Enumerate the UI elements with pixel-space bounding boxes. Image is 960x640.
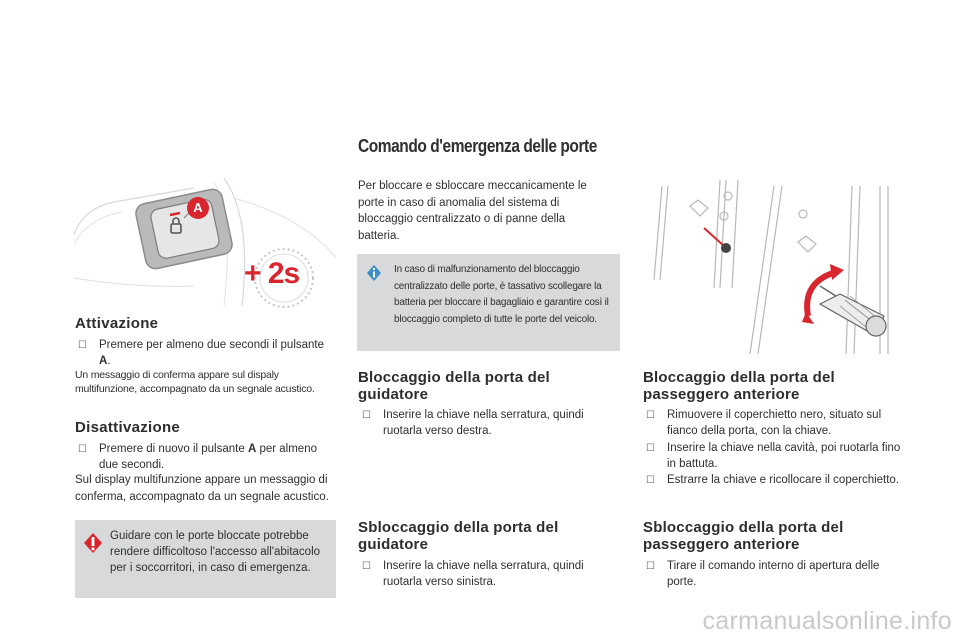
lock-passenger-bullet-3: ☐ Estrarre la chiave e ricollocare il coperchietto. <box>646 472 904 489</box>
intro-text: Per bloccare e sbloccare meccanicamente le porte in caso di anomalia del sistema di bloccaggio centralizzato o di panne della batteria. <box>358 180 587 242</box>
unlock-passenger-bullet: ☐ Tirare il comando interno di apertura delle porte. <box>646 560 880 588</box>
activation-heading: Attivazione <box>75 315 159 332</box>
lock-driver-bullet: ☐ Inserire la chiave nella serratura, quindi ruotarla verso destra. <box>362 409 584 437</box>
lock-passenger-bullet-1: ☐ Rimuovere il coperchietto nero, situato sul fianco della porta, con la chiave. <box>646 409 882 437</box>
lock-passenger-bullet-2: ☐ Inserire la chiave nella cavità, poi ruotarla fino in battuta. <box>646 442 901 470</box>
unlock-passenger-heading: Sbloccaggio della porta del passeggero anteriore <box>643 519 844 553</box>
checkbox-bullet-icon: ☐ <box>362 410 371 421</box>
button-a-callout: A <box>187 197 209 219</box>
info-text: In caso di malfunzionamento del bloccaggio centralizzato delle porte, è tassativo scollegare la batteria per bloccare il bagagliaio e garantire così il bloccaggio completo di tutte le porte del veicolo. <box>394 264 609 325</box>
checkbox-bullet-icon: ☐ <box>646 410 655 421</box>
info-icon <box>366 264 382 282</box>
unlock-driver-heading: Sbloccaggio della porta del guidatore <box>358 519 559 553</box>
checkbox-bullet-icon: ☐ <box>646 443 655 454</box>
watermark: carmanualsonline.info <box>702 607 952 635</box>
checkbox-bullet-icon: ☐ <box>646 561 655 572</box>
page-title: Comando d'emergenza delle porte <box>358 136 597 156</box>
deactivation-note: Sul display multifunzione appare un messaggio di conferma, accompagnato da un segnale acustico. <box>75 474 329 503</box>
warning-exclamation-icon <box>83 532 103 554</box>
activation-note: Un messaggio di conferma appare sul dispaly multifunzione, accompagnato da un segnale acustico. <box>75 369 315 395</box>
warning-text: Guidare con le porte bloccate potrebbe rendere difficoltoso l'accesso all'abitacolo per i soccorritori, in caso di emergenza. <box>110 530 321 574</box>
deactivation-heading: Disattivazione <box>75 419 181 436</box>
deactivation-bullet: ☐ Premere di nuovo il pulsante A per almeno due secondi. <box>78 443 317 471</box>
lock-passenger-heading: Bloccaggio della porta del passeggero anteriore <box>643 369 835 403</box>
checkbox-bullet-icon: ☐ <box>362 561 371 572</box>
unlock-driver-bullet: ☐ Inserire la chiave nella serratura, quindi ruotarla verso sinistra. <box>362 560 584 588</box>
checkbox-bullet-icon: ☐ <box>646 475 655 486</box>
hold-duration-label: + 2s <box>244 257 300 290</box>
checkbox-bullet-icon: ☐ <box>78 444 87 455</box>
door-lock-illustration <box>640 176 910 356</box>
info-box <box>357 254 620 351</box>
activation-bullet: ☐ Premere per almeno due secondi il pulsante A. <box>78 339 325 367</box>
lock-driver-heading: Bloccaggio della porta del guidatore <box>358 369 550 403</box>
checkbox-bullet-icon: ☐ <box>78 340 87 351</box>
warning-box <box>75 520 336 598</box>
